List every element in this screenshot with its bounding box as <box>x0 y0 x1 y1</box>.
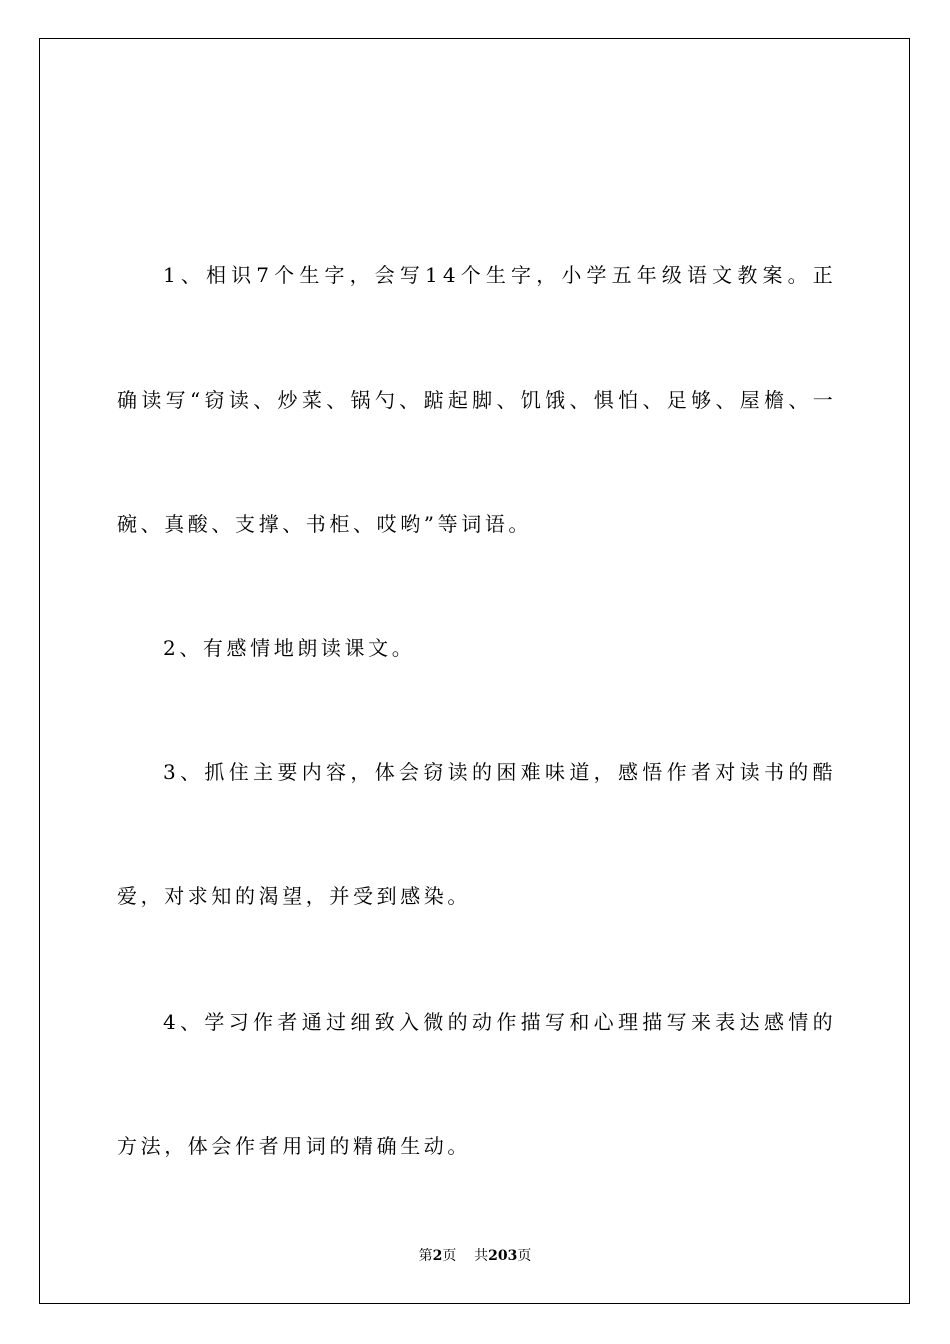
glyph: 情 <box>788 1010 809 1034</box>
glyph: 书 <box>763 760 784 784</box>
glyph: 识 <box>231 263 252 287</box>
glyph: 作 <box>666 760 687 784</box>
glyph: 屋 <box>739 388 760 412</box>
glyph: 困 <box>496 760 517 784</box>
glyph: 。 <box>787 263 808 287</box>
footer-page-prefix: 第 <box>418 1248 433 1264</box>
glyph: 通 <box>301 1010 322 1034</box>
glyph: 文 <box>712 263 733 287</box>
glyph: ， <box>349 263 370 287</box>
glyph: 来 <box>690 1010 711 1034</box>
page-footer <box>0 1247 950 1265</box>
glyph: 理 <box>617 1010 638 1034</box>
glyph: 容 <box>326 760 347 784</box>
glyph: 、 <box>715 388 736 412</box>
glyph: 学 <box>586 263 607 287</box>
glyph: 相 <box>206 263 227 287</box>
glyph: 菜 <box>301 388 322 412</box>
glyph: 勺 <box>374 388 395 412</box>
glyph: 细 <box>350 1010 371 1034</box>
glyph: 会 <box>374 263 395 287</box>
glyph: 会 <box>399 760 420 784</box>
paragraph-2-line-1: 2、有感情地朗读课文。 <box>163 636 416 660</box>
glyph: 酷 <box>812 760 833 784</box>
glyph: 、 <box>642 388 663 412</box>
glyph: 的 <box>447 1010 468 1034</box>
glyph: 惧 <box>593 388 614 412</box>
glyph: 脚 <box>472 388 493 412</box>
glyph: 踮 <box>423 388 444 412</box>
glyph: 感 <box>617 760 638 784</box>
glyph: 锅 <box>350 388 371 412</box>
glyph: 过 <box>326 1010 347 1034</box>
glyph: 读 <box>739 760 760 784</box>
glyph: 写 <box>666 1010 687 1034</box>
glyph: 作 <box>496 1010 517 1034</box>
glyph: 的 <box>472 760 492 784</box>
glyph: 描 <box>642 1010 663 1034</box>
glyph: 五 <box>611 263 632 287</box>
glyph: 生 <box>299 263 320 287</box>
glyph: 致 <box>374 1010 395 1034</box>
glyph: 味 <box>544 760 565 784</box>
paragraph-1-line-1 <box>163 262 833 288</box>
glyph: 小 <box>561 263 582 287</box>
glyph: 微 <box>423 1010 444 1034</box>
glyph: 心 <box>593 1010 614 1034</box>
glyph: 檐 <box>764 388 785 412</box>
glyph: 字 <box>324 263 345 287</box>
glyph: 主 <box>253 760 274 784</box>
paragraph-1-line-3: 碗、真酸、支撑、书柜、哎哟”等词语。 <box>117 512 533 536</box>
glyph: 体 <box>374 760 395 784</box>
page-border <box>39 38 910 1304</box>
glyph: 习 <box>228 1010 249 1034</box>
footer-total-prefix: 共 <box>474 1248 489 1264</box>
glyph: 个 <box>460 263 481 287</box>
glyph: 住 <box>228 760 249 784</box>
glyph: 要 <box>277 760 298 784</box>
footer-total-suffix: 页 <box>517 1248 532 1264</box>
footer-page-number: 2 <box>432 1248 443 1264</box>
glyph: 起 <box>447 388 468 412</box>
glyph: 者 <box>277 1010 298 1034</box>
glyph: 确 <box>117 388 137 412</box>
glyph: 读 <box>447 760 468 784</box>
glyph: 抓 <box>204 760 225 784</box>
glyph: 1 <box>163 263 176 287</box>
paragraph-4-line-1 <box>163 1009 833 1035</box>
glyph: 4 <box>442 263 456 287</box>
glyph: 读 <box>228 388 249 412</box>
glyph: 4 <box>163 1010 176 1034</box>
glyph: 写 <box>165 388 186 412</box>
glyph: ， <box>536 263 557 287</box>
glyph: 一 <box>812 388 833 412</box>
glyph: 7 <box>256 263 270 287</box>
glyph: 教 <box>737 263 758 287</box>
paragraph-1-line-2 <box>117 387 833 413</box>
glyph: 难 <box>520 760 541 784</box>
glyph: ， <box>593 760 614 784</box>
glyph: 感 <box>763 1010 784 1034</box>
glyph: 怕 <box>618 388 639 412</box>
glyph: 、 <box>496 388 517 412</box>
glyph: 足 <box>666 388 687 412</box>
glyph: 动 <box>472 1010 492 1034</box>
glyph: 1 <box>425 263 438 287</box>
glyph: 入 <box>399 1010 420 1034</box>
glyph: ， <box>350 760 371 784</box>
glyph: 、 <box>180 1010 201 1034</box>
glyph: 写 <box>399 263 420 287</box>
glyph: 字 <box>511 263 532 287</box>
glyph: 悟 <box>642 760 663 784</box>
glyph: 学 <box>204 1010 225 1034</box>
paragraph-3-line-1 <box>163 759 833 785</box>
glyph: 、 <box>253 388 274 412</box>
glyph: 和 <box>569 1010 590 1034</box>
glyph: 道 <box>569 760 590 784</box>
glyph: 语 <box>687 263 708 287</box>
glyph: 、 <box>399 388 420 412</box>
glyph: 者 <box>690 760 711 784</box>
glyph: 饿 <box>545 388 566 412</box>
paragraph-3-line-2: 爱，对求知的渴望，并受到感染。 <box>117 884 471 908</box>
glyph: 内 <box>301 760 322 784</box>
glyph: 炒 <box>277 388 298 412</box>
glyph: 、 <box>326 388 347 412</box>
glyph: 饥 <box>520 388 541 412</box>
glyph: 的 <box>812 1010 833 1034</box>
footer-total-pages: 203 <box>488 1248 518 1264</box>
glyph: 级 <box>661 263 682 287</box>
glyph: “ <box>189 388 201 412</box>
glyph: 描 <box>520 1010 541 1034</box>
glyph: 窃 <box>204 388 225 412</box>
paragraph-4-line-2: 方法，体会作者用词的精确生动。 <box>117 1134 471 1158</box>
glyph: 生 <box>485 263 506 287</box>
glyph: 窃 <box>423 760 444 784</box>
glyph: 够 <box>691 388 712 412</box>
glyph: 年 <box>636 263 657 287</box>
glyph: 案 <box>762 263 783 287</box>
glyph: 达 <box>739 1010 760 1034</box>
glyph: 、 <box>180 263 201 287</box>
glyph: 、 <box>180 760 201 784</box>
glyph: 3 <box>163 760 176 784</box>
glyph: 的 <box>788 760 809 784</box>
footer-page-suffix: 页 <box>442 1248 457 1264</box>
glyph: 读 <box>141 388 162 412</box>
glyph: 表 <box>715 1010 736 1034</box>
glyph: 写 <box>544 1010 565 1034</box>
glyph: 对 <box>715 760 736 784</box>
glyph: 、 <box>788 388 809 412</box>
glyph: 作 <box>253 1010 274 1034</box>
glyph: 、 <box>569 388 590 412</box>
glyph: 正 <box>812 263 833 287</box>
glyph: 个 <box>274 263 295 287</box>
